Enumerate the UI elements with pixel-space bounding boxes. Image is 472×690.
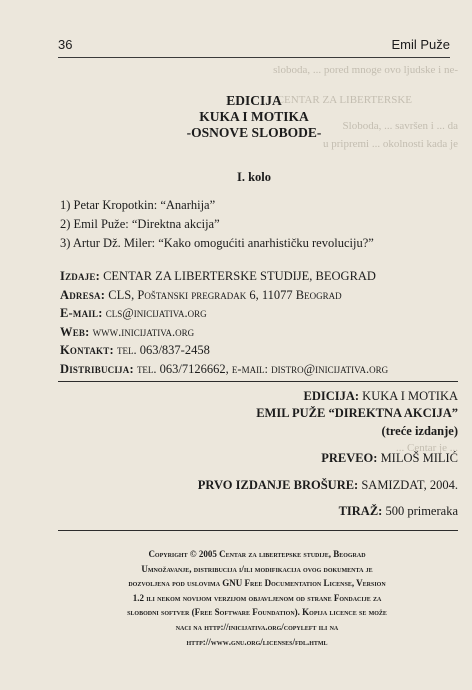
series-title-line: EDICIJA (226, 93, 282, 108)
colophon-first-edition (198, 478, 458, 493)
colophon-label: EDICIJA: (303, 389, 360, 403)
page-number: 36 (58, 37, 73, 52)
publisher-label: Izdaje: (60, 269, 100, 283)
address-row (60, 286, 455, 305)
colophon-label: PREVEO: (321, 451, 378, 465)
copyright-line: Umnožavanje, distribucija i/ili modifikacija ovog dokumenta je (141, 563, 373, 574)
bleed-through-line: u pripremi ... okolnosti kada je (322, 138, 458, 150)
address-value: CLS, Poštanski pregradak 6, 11077 Beograd (108, 287, 342, 302)
copyright-line: naci na http://inicijativa.org/copyleft ili na (175, 621, 339, 632)
bleed-through-line: Sloboda, ... savršen i ... da (342, 120, 458, 132)
series-title (58, 93, 450, 141)
bleed-through-line: sloboda, ... pored mnoge ovo ljudske i ne- (273, 64, 458, 76)
colophon-value: SAMIZDAT, 2004. (361, 478, 458, 492)
copyright-line: http://www.gnu.org/licenses/fdl.html (186, 636, 328, 647)
colophon-edition: (treće izdanje) (381, 424, 458, 438)
copyright-line: Copyright © 2005 Centar za libertерske studije, Beograd (148, 549, 366, 559)
colophon-print-run (339, 504, 458, 519)
publisher-row (60, 267, 455, 286)
copyright-notice (58, 547, 456, 649)
distribution-value: tel. 063/7126662, e-mail: distro@inicijativa.org (136, 361, 389, 376)
divider (58, 530, 458, 531)
publisher-info (60, 267, 455, 378)
web-label: Web: (60, 324, 90, 339)
series-volume: I. kolo (236, 170, 272, 184)
copyright-line: slobodni softver (Free Software Foundation). Kopija licence se može (127, 607, 387, 618)
colophon-label: TIRAŽ: (338, 504, 383, 518)
distribution-row (60, 360, 455, 379)
series-title-line: -OSNOVE SLOBODE- (186, 125, 322, 140)
email-link[interactable]: cls@inicijativa.org (105, 306, 207, 320)
bleed-through-line: CENTAR ZA LIBERTERSKE (276, 94, 412, 106)
web-row (60, 323, 455, 342)
contact-row (60, 341, 455, 360)
header-author: Emil Puže (391, 37, 450, 52)
colophon-book-title: EMIL PUŽE “DIREKTNA AKCIJA” (256, 406, 458, 420)
bleed-through-line: ... Centar je ... (395, 442, 458, 454)
email-label: E-mail: (60, 306, 103, 320)
series-title-line: KUKA I MOTIKA (199, 109, 309, 124)
address-label: Adresa: (60, 287, 106, 302)
colophon-value: MILOŠ MILIĆ (380, 451, 458, 465)
list-item: 3) Artur Dž. Miler: “Kako omogućiti anarhističku revoluciju?” (60, 236, 374, 250)
copyright-line: 1.2 ili nekom novijom verzijom objavljenom od strane Fondacije za (132, 592, 382, 603)
contact-value: tel. 063/837-2458 (116, 343, 210, 357)
list-item: 1) Petar Kropotkin: “Anarhija” (60, 198, 216, 212)
divider (58, 381, 458, 382)
colophon-value: 500 primeraka (385, 504, 458, 518)
web-link[interactable]: www.inicijativa.org (92, 324, 195, 339)
publisher-value: CENTAR ZA LIBERTERSKE STUDIJE, BEOGRAD (103, 269, 376, 283)
distribution-label: Distribucija: (60, 361, 134, 376)
colophon-label: PRVO IZDANJE BROŠURE: (197, 478, 359, 492)
email-row (60, 304, 455, 323)
copyright-line: dozvoljena pod uslovima GNU Free Documentation License, Version (128, 578, 386, 589)
colophon-series (303, 389, 458, 404)
colophon-translator (321, 451, 458, 466)
colophon-value: KUKA I MOTIKA (362, 389, 458, 403)
list-item: 2) Emil Puže: “Direktna akcija” (60, 217, 220, 231)
book-list (60, 196, 450, 253)
running-header (58, 37, 450, 58)
contact-label: Kontakt: (60, 343, 114, 357)
